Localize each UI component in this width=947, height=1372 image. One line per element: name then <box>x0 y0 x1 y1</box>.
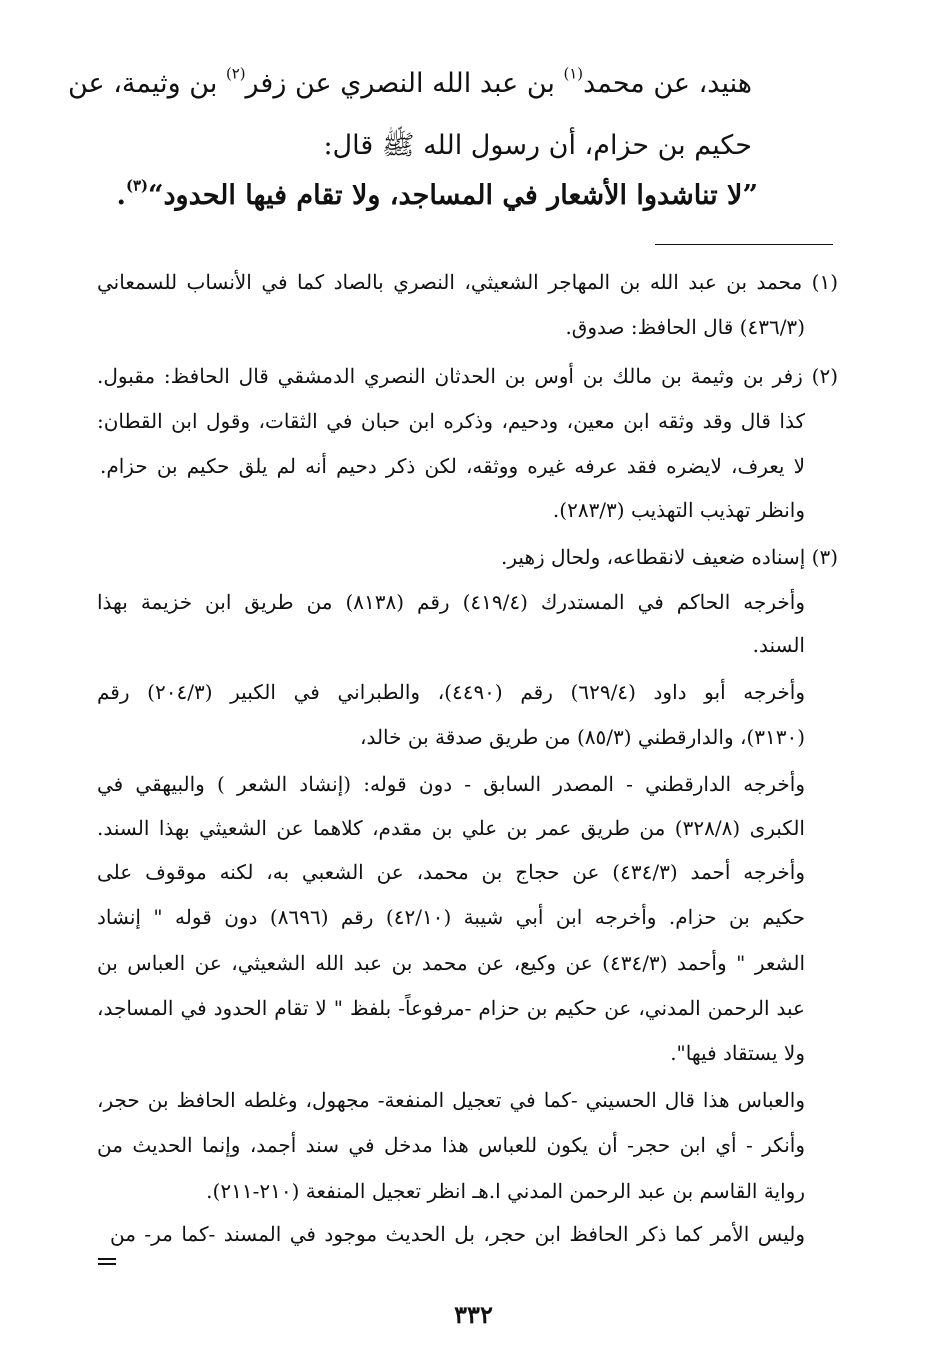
hadith-quote: ”لا تناشدوا الأشعار في المساجد، ولا تقام فيها الحدود“ <box>147 180 758 211</box>
footnote-3-line-15 <box>150 1179 805 1203</box>
hadith-text <box>110 176 758 211</box>
footnote-marker-3: (٣) <box>125 176 148 195</box>
footnote-text: وأخرجه أحمد (٤٣٤/٣) عن حجاج بن محمد، عن الشعبي به، لكنه موقوف على <box>97 860 806 884</box>
footnote-3-line-3 <box>600 633 805 657</box>
footnote-3-line-16 <box>110 1222 805 1246</box>
main-text-segment: بن عبد الله النصري عن زفر <box>245 68 564 99</box>
footnote-text: (٤٣٦/٣) قال الحافظ: صدوق. <box>565 315 805 339</box>
footnote-text: رواية القاسم بن عبد الرحمن المدني ا.هـ انظر تعجيل المنفعة (٢١٠-٢١١). <box>206 1179 805 1203</box>
footnote-3-line-4 <box>97 680 805 704</box>
footnote-text: كذا قال وقد وثقه ابن معين، ودحيم، وذكره ابن حبان في الثقات، وقول ابن القطان: <box>97 409 805 433</box>
footnote-text: وأخرجه الحاكم في المستدرك (٤١٩/٤) رقم (٨١٣٨) من طريق ابن خزيمة بهذا <box>97 590 805 614</box>
footnote-3-line-9 <box>97 905 805 929</box>
footnote-2-line-2 <box>97 409 805 433</box>
continuation-mark <box>98 1258 116 1268</box>
footnote-3-line-1 <box>400 545 838 569</box>
footnote-text: عبد الرحمن المدني، عن حكيم بن حزام -مرفوعاً- بلفظ " لا تقام الحدود في المساجد، <box>97 996 805 1020</box>
footnote-text: (٣) إسناده ضعيف لانقطاعه، ولحال زهير. <box>501 545 838 569</box>
footnote-2-line-4 <box>400 498 805 522</box>
footnote-text: (٢) زفر بن وثيمة بن مالك بن أوس بن الحدثان النصري الدمشقي قال الحافظ: مقبول. <box>97 364 838 388</box>
footnote-text: وأنكر - أي ابن حجر- أن يكون للعباس هذا مدخل في سند أجمد، وإنما الحديث من <box>97 1133 805 1157</box>
footnote-3-line-5 <box>300 725 805 749</box>
footnote-text: الكبرى (٣٢٨/٨) من طريق عمر بن علي بن مقدم، كلاهما عن الشعيثي بهذا السند. <box>97 816 805 840</box>
footnote-3-line-2 <box>97 590 805 614</box>
footnote-3-line-10 <box>97 951 805 975</box>
footnote-3-line-14 <box>97 1133 805 1157</box>
footnote-text: الشعر " وأحمد (٤٣٤/٣) عن وكيع، عن محمد بن عبد الله الشعيثي، عن العباس بن <box>97 951 805 975</box>
footnote-3-line-11 <box>97 996 805 1020</box>
footnote-1-line-1 <box>97 270 838 294</box>
footnote-marker-2: (٢) <box>225 64 246 83</box>
footnote-3-line-13 <box>97 1088 805 1112</box>
footnote-text: (٣١٣٠)، والدارقطني (٨٥/٣) من طريق صدقة بن خالد، <box>359 725 805 749</box>
footnote-text: ولا يستقاد فيها". <box>670 1041 805 1065</box>
footnote-text: وأخرجه الدارقطني - المصدر السابق - دون قوله: (إنشاد الشعر ) والبيهقي في <box>97 772 805 796</box>
footnote-2-line-3 <box>100 454 805 478</box>
footnote-marker-1: (١) <box>563 64 584 83</box>
footnote-text: والعباس هذا قال الحسيني -كما في تعجيل المنفعة- مجهول، وغلطه الحافظ بن حجر، <box>97 1088 805 1112</box>
footnote-1-line-2 <box>400 315 805 339</box>
hadith-end: . <box>116 180 126 211</box>
footnote-separator <box>655 244 833 245</box>
main-text-segment: بن وثيمة، عن <box>67 68 226 99</box>
footnote-text: حكيم بن حزام. وأخرجه ابن أبي شيبة (٤٢/١٠) رقم (٨٦٩٦) دون قوله " إنشاد <box>97 905 805 929</box>
footnote-text: وليس الأمر كما ذكر الحافظ ابن حجر، بل الحديث موجود في المسند -كما مر- من <box>110 1222 805 1246</box>
main-text-line-2 <box>300 128 752 168</box>
main-text-segment: حكيم بن حزام، أن رسول الله ﷺ قال: <box>323 130 752 161</box>
footnote-text: لا يعرف، لايضره فقد عرفه غيره ووثقه، لكن ذكر دحيم أنه لم يلق حكيم بن حزام. <box>100 454 805 478</box>
footnote-3-line-12 <box>500 1041 805 1065</box>
footnote-2-line-1 <box>97 364 838 388</box>
footnote-3-line-8 <box>97 860 805 884</box>
main-text-line-1 <box>67 64 752 99</box>
footnote-text: وانظر تهذيب التهذيب (٢٨٣/٣). <box>552 498 805 522</box>
page-number: ٣٣٢ <box>454 1300 493 1329</box>
footnote-3-line-6 <box>97 772 805 796</box>
footnote-3-line-7 <box>97 816 805 840</box>
footnote-text: وأخرجه أبو داود (٦٢٩/٤) رقم (٤٤٩٠)، والطبراني في الكبير (٢٠٤/٣) رقم <box>97 680 805 704</box>
footnote-text: (١) محمد بن عبد الله بن المهاجر الشعيثي، النصري بالصاد كما في الأنساب للسمعاني <box>97 270 838 294</box>
main-text-segment: هنيد، عن محمد <box>583 68 752 99</box>
footnote-text: السند. <box>752 633 805 657</box>
